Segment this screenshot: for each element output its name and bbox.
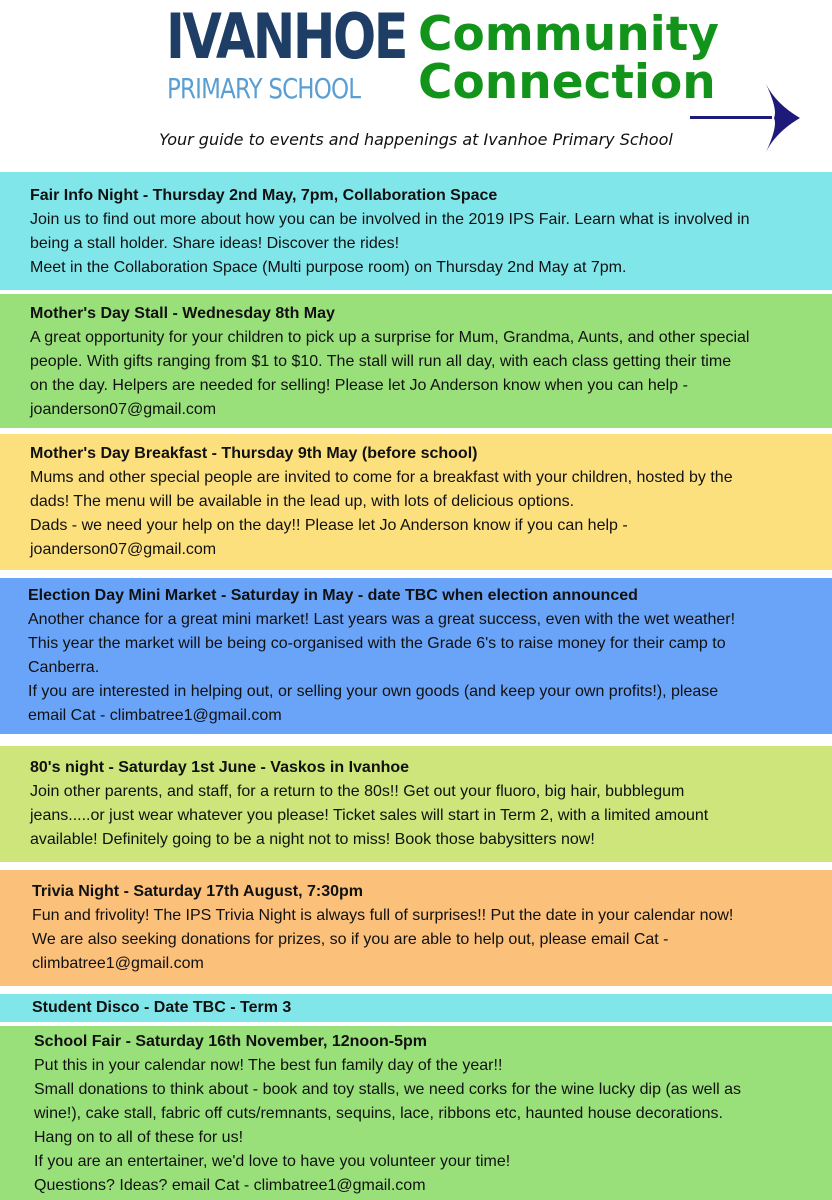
event-section-fair-info-night: [0, 172, 832, 290]
event-section-80s-night: [0, 746, 832, 862]
event-text-line: If you are an entertainer, we'd love to have you volunteer your time!: [34, 1153, 511, 1170]
event-text-line: Join other parents, and staff, for a return to the 80s!! Get out your fluoro, big hair, bubblegum: [30, 783, 685, 800]
event-section-mothers-day-stall: [0, 294, 832, 428]
newsletter-tagline: Your guide to events and happenings at Ivanhoe Primary School: [159, 130, 673, 149]
school-logo-name: IVANHOE: [166, 0, 406, 73]
event-section-school-fair: [0, 1026, 832, 1200]
event-text-line: dads! The menu will be available in the lead up, with lots of delicious options.: [30, 493, 575, 510]
event-title: 80's night - Saturday 1st June - Vaskos in Ivanhoe: [30, 759, 410, 776]
school-logo-subtitle: PRIMARY SCHOOL: [167, 72, 361, 105]
event-title: Mother's Day Stall - Wednesday 8th May: [30, 305, 335, 322]
event-title: Trivia Night - Saturday 17th August, 7:30pm: [32, 883, 364, 900]
event-title: Election Day Mini Market - Saturday in May - date TBC when election announced: [28, 587, 638, 604]
event-text-line: Mums and other special people are invited to come for a breakfast with your children, hosted by the: [30, 469, 733, 486]
event-text-line: We are also seeking donations for prizes, so if you are able to help out, please email Cat -: [32, 931, 669, 948]
event-text-line: available! Definitely going to be a night not to miss! Book those babysitters now!: [30, 831, 595, 848]
event-section-mothers-day-breakfast: [0, 434, 832, 570]
event-section-election-day-market: [0, 578, 832, 734]
newsletter-title-line-2: Connection: [418, 55, 716, 110]
event-text-line: A great opportunity for your children to pick up a surprise for Mum, Grandma, Aunts, and other special: [30, 329, 750, 346]
event-title: Mother's Day Breakfast - Thursday 9th May (before school): [30, 445, 478, 462]
event-text-line: climbatree1@gmail.com: [32, 955, 204, 972]
event-text-line: Join us to find out more about how you can be involved in the 2019 IPS Fair. Learn what is involved in: [30, 211, 750, 228]
event-text-line: Put this in your calendar now! The best fun family day of the year!!: [34, 1057, 503, 1074]
event-section-trivia-night: [0, 870, 832, 986]
event-text-line: Dads - we need your help on the day!! Please let Jo Anderson know if you can help -: [30, 517, 628, 534]
event-text-line: Small donations to think about - book and toy stalls, we need corks for the wine lucky dip (as well as: [34, 1081, 742, 1098]
event-text-line: people. With gifts ranging from $1 to $10. The stall will run all day, with each class getting their time: [30, 353, 732, 370]
event-text-line: Fun and frivolity! The IPS Trivia Night is always full of surprises!! Put the date in your calendar now!: [32, 907, 734, 924]
event-text-line: Canberra.: [28, 659, 100, 676]
newsletter-header: [0, 0, 832, 168]
event-title: School Fair - Saturday 16th November, 12noon-5pm: [34, 1033, 427, 1050]
event-text-line: Meet in the Collaboration Space (Multi purpose room) on Thursday 2nd May at 7pm.: [30, 259, 627, 276]
event-text-line: Another chance for a great mini market! Last years was a great success, even with the wet weather!: [28, 611, 736, 628]
event-text-line: joanderson07@gmail.com: [30, 541, 217, 558]
event-text-line: joanderson07@gmail.com: [30, 401, 217, 418]
event-text-line: jeans.....or just wear whatever you please! Ticket sales will start in Term 2, with a limited amount: [30, 807, 709, 824]
event-text-line: This year the market will be being co-organised with the Grade 6's to raise money for their camp to: [28, 635, 726, 652]
newsletter-title-line-1: Community: [418, 7, 719, 62]
event-text-line: wine!), cake stall, fabric off cuts/remnants, sequins, lace, ribbons etc, haunted house decorations.: [34, 1105, 723, 1122]
event-title: Student Disco - Date TBC - Term 3: [32, 999, 292, 1016]
event-text-line: email Cat - climbatree1@gmail.com: [28, 707, 282, 724]
event-text-line: being a stall holder. Share ideas! Discover the rides!: [30, 235, 400, 252]
event-title: Fair Info Night - Thursday 2nd May, 7pm, Collaboration Space: [30, 187, 498, 204]
event-text-line: on the day. Helpers are needed for selling! Please let Jo Anderson know when you can help -: [30, 377, 688, 394]
event-section-student-disco: [0, 994, 832, 1022]
event-text-line: Questions? Ideas? email Cat - climbatree1@gmail.com: [34, 1177, 426, 1194]
event-text-line: If you are interested in helping out, or selling your own goods (and keep your own profits!), please: [28, 683, 719, 700]
event-text-line: Hang on to all of these for us!: [34, 1129, 244, 1146]
